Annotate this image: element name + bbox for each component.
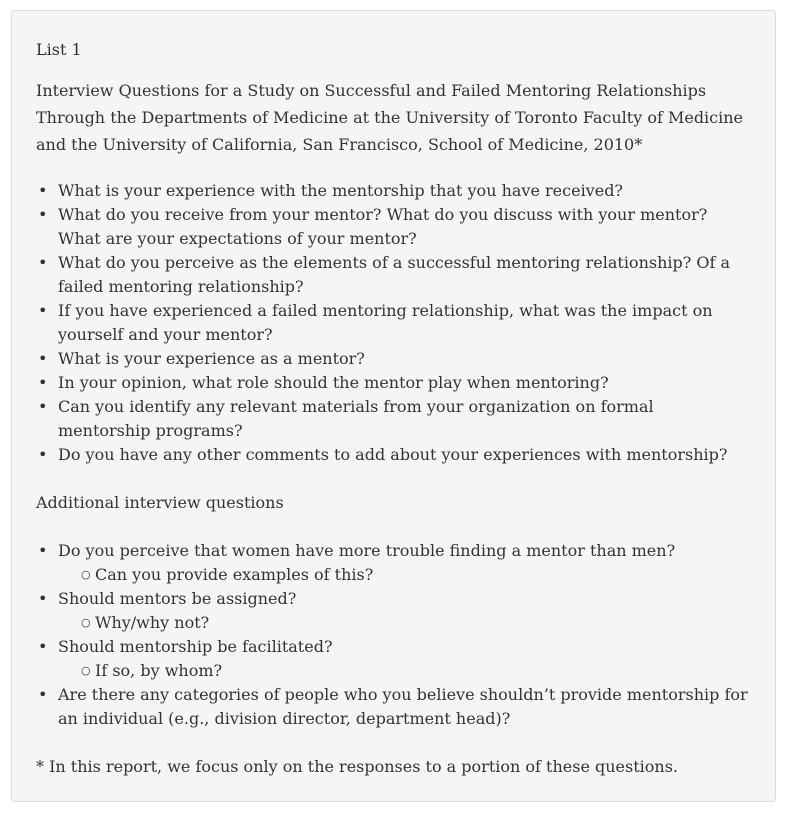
list-item: • In your opinion, what role should the mentor play when mentoring? (36, 371, 751, 395)
sub-list-item: ○ Why/why not? (58, 611, 751, 635)
list-item: • What is your experience as a mentor? (36, 347, 751, 371)
list-item: • If you have experienced a failed mentoring relationship, what was the impact on yourself and your mentor? (36, 299, 751, 347)
list-item (36, 539, 751, 587)
list-item: • Can you identify any relevant materials from your organization on formal mentorship programs? (36, 395, 751, 443)
list-item-text: Do you perceive that women have more trouble finding a mentor than men? (58, 541, 676, 560)
sub-list (58, 611, 751, 635)
list-item (36, 587, 751, 635)
sub-list (58, 659, 751, 683)
footnote: * In this report, we focus only on the responses to a portion of these questions. (36, 757, 679, 776)
additional-questions-list (36, 539, 751, 731)
list-item: • What do you perceive as the elements of a successful mentoring relationship? Of a failed mentoring relationship? (36, 251, 751, 299)
list-item: • What is your experience with the mentorship that you have received? (36, 179, 751, 203)
sub-list-item: ○ Can you provide examples of this? (58, 563, 751, 587)
list-item: • Do you have any other comments to add about your experiences with mentorship? (36, 443, 751, 467)
list-item: • What do you receive from your mentor? What do you discuss with your mentor? What are your expectations of your mentor? (36, 203, 751, 251)
sub-list-item: ○ If so, by whom? (58, 659, 751, 683)
sub-list (58, 563, 751, 587)
list-item-text: Are there any categories of people who you believe shouldn’t provide mentorship for an individual (e.g., division director, department head)? (58, 685, 748, 728)
questions-list (36, 179, 751, 467)
list-item (36, 635, 751, 683)
list-box (11, 10, 776, 802)
additional-heading: Additional interview questions (36, 493, 284, 512)
list-item-text: Should mentors be assigned? (58, 589, 297, 608)
list-item (36, 683, 751, 731)
list-title: Interview Questions for a Study on Successful and Failed Mentoring Relationships Through the Departments of Medicine at the University of Toronto Faculty of Medicine and the University of California, San Francisco, School of Medicine, 2010* (36, 81, 744, 154)
list-item-text: Should mentorship be facilitated? (58, 637, 333, 656)
list-label: List 1 (36, 40, 82, 59)
